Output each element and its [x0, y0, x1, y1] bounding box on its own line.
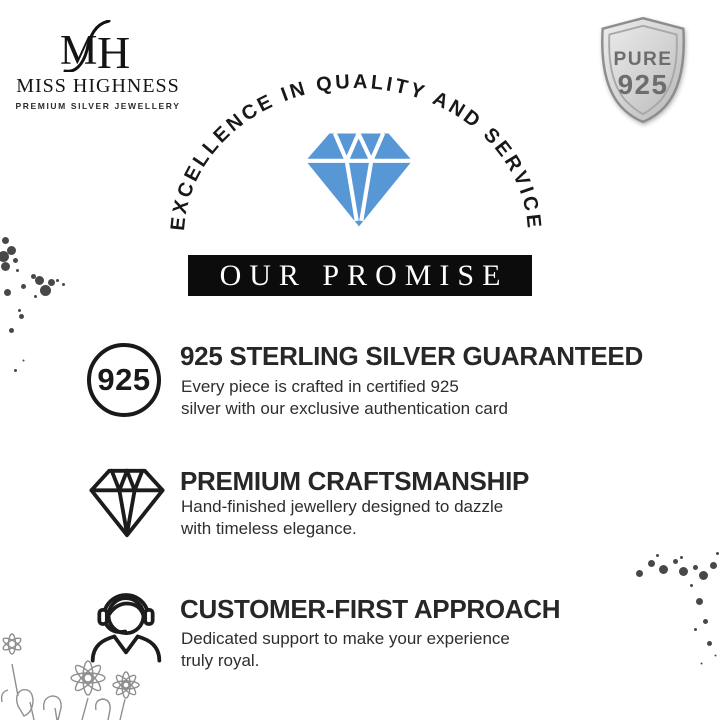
badge-line1: PURE: [613, 49, 673, 71]
support-agent-icon: [86, 577, 166, 671]
925-circle-text: 925: [97, 362, 151, 397]
feature-desc-customer: [181, 628, 510, 671]
monogram-letter-h: H: [97, 27, 131, 72]
promise-banner: [188, 255, 532, 296]
ink-splatter-right: [648, 560, 655, 567]
diamond-outline-icon: [88, 466, 166, 540]
feature-desc-line: truly royal.: [181, 650, 260, 670]
arc-headline-text: EXCELLENCE IN QUALITY AND SERVICE: [166, 70, 546, 232]
brand-name: MISS HIGHNESS: [16, 75, 180, 97]
mh-monogram: [59, 20, 137, 72]
feature-desc-sterling: [181, 376, 508, 419]
pure-925-shield-icon: [595, 15, 691, 125]
925-circle-icon: [87, 343, 161, 417]
blue-diamond-icon: [302, 128, 416, 230]
feature-desc-line: Every piece is crafted in certified 925: [181, 377, 459, 396]
promise-banner-title: OUR PROMISE: [219, 258, 509, 292]
feature-desc-line: silver with our exclusive authentication card: [181, 398, 508, 418]
feature-desc-line: Dedicated support to make your experience: [181, 629, 510, 648]
monogram-letter-m: M: [60, 28, 98, 72]
badge-line2: 925: [617, 69, 669, 101]
feature-desc-line: with timeless elegance.: [181, 518, 357, 538]
ink-splatter-left: [2, 237, 9, 244]
feature-desc-line: Hand-finished jewellery designed to dazzle: [181, 497, 504, 516]
feature-title-craftsmanship: PREMIUM CRAFTSMANSHIP: [180, 466, 530, 496]
brand-tagline: PREMIUM SILVER JEWELLERY: [15, 101, 181, 111]
feature-title-sterling: 925 STERLING SILVER GUARANTEED: [180, 341, 643, 371]
feature-desc-craftsmanship: [181, 496, 503, 539]
feature-title-customer: CUSTOMER-FIRST APPROACH: [180, 594, 561, 624]
